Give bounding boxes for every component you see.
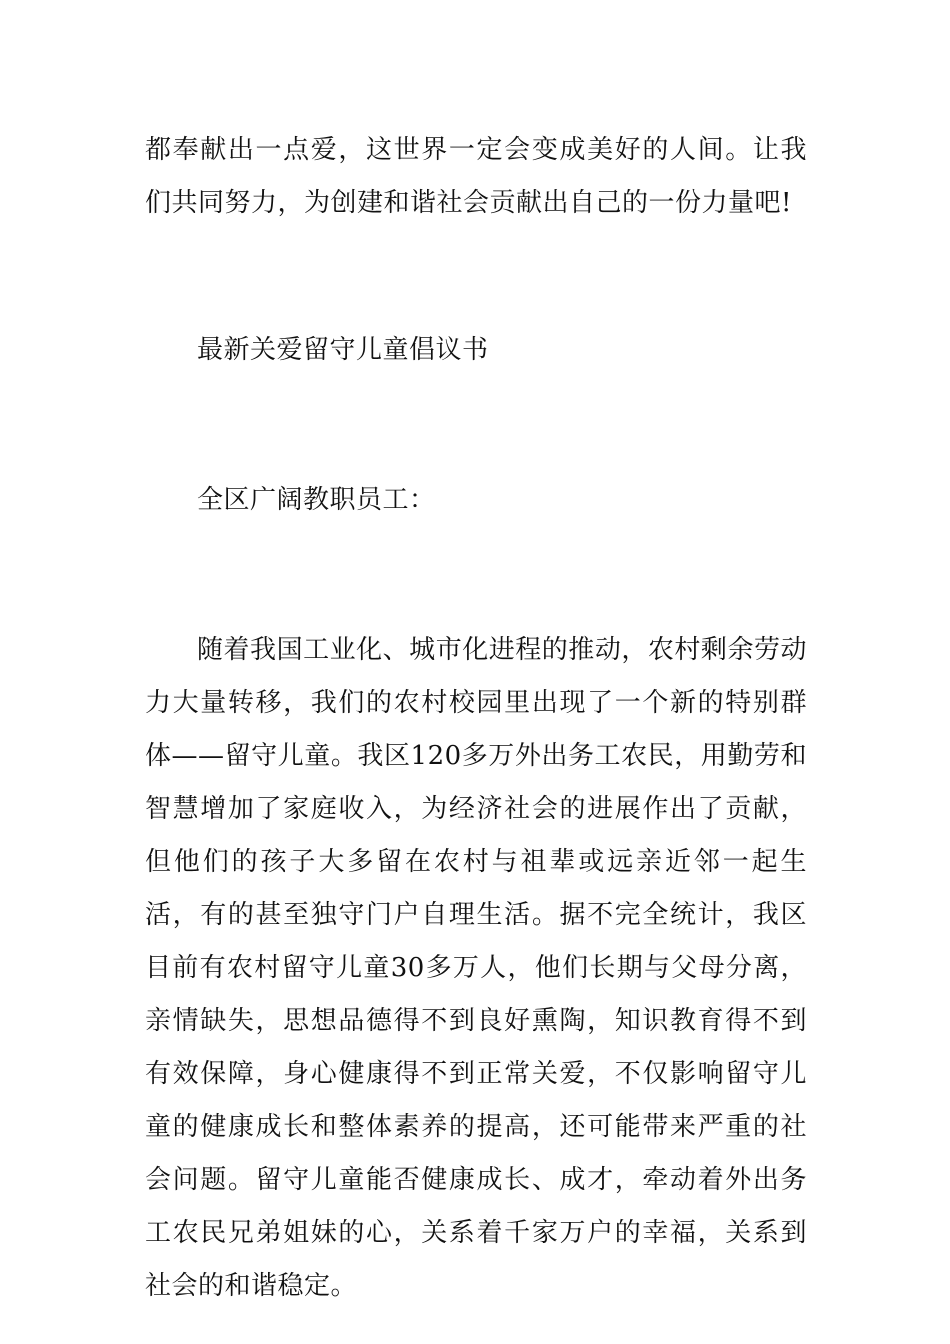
document-title: 最新关爱留守儿童倡议书: [197, 335, 489, 365]
salutation: 全区广阔教职员工：: [197, 485, 436, 515]
continuation-paragraph: 都奉献出一点爱，这世界一定会变成美好的人间。让我们共同努力，为创建和谐社会贡献出自己的一份力量吧!: [145, 135, 807, 218]
body-paragraph: 随着我国工业化、城市化进程的推动，农村剩余劳动力大量转移，我们的农村校园里出现了一个新的特别群体——留守儿童。我区120多万外出务工农民，用勤劳和智慧增加了家庭收入，为经济社会的进展作出了贡献，但他们的孩子大多留在农村与祖辈或远亲近邻一起生活，有的甚至独守门户自理生活。据不完全统计，我区目前有农村留守儿童30多万人，他们长期与父母分离，亲情缺失，思想品德得不到良好熏陶，知识教育得不到有效保障，身心健康得不到正常关爱，不仅影响留守儿童的健康成长和整体素养的提高，还可能带来严重的社会问题。留守儿童能否健康成长、成才，牵动着外出务工农民兄弟姐妹的心，关系着千家万户的幸福，关系到社会的和谐稳定。: [145, 635, 807, 1301]
